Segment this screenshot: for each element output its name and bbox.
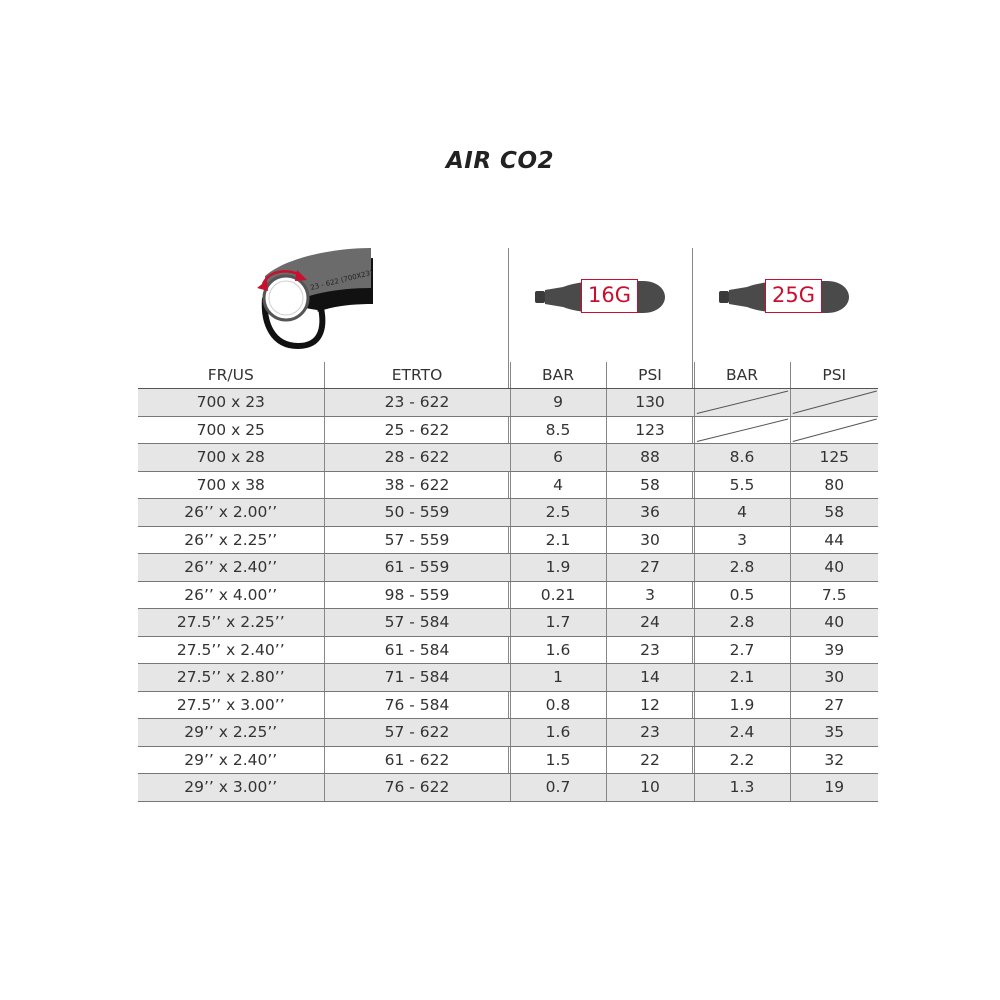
- canister-label-25g: 25G: [765, 279, 822, 313]
- cell-etrto: 38 - 622: [324, 471, 510, 499]
- table-row: [138, 389, 878, 417]
- cell-psi-16g: 12: [606, 691, 694, 719]
- cell-psi-25g: 30: [790, 664, 878, 692]
- cell-bar-25g-not-applicable: [694, 389, 790, 417]
- cell-psi-25g: 58: [790, 499, 878, 527]
- canister-label-16g: 16G: [581, 279, 638, 313]
- cell-etrto: 76 - 622: [324, 774, 510, 802]
- cell-bar-16g: 1.5: [510, 746, 606, 774]
- cell-psi-16g: 30: [606, 526, 694, 554]
- table-row: [138, 499, 878, 527]
- table-row: [138, 609, 878, 637]
- cell-etrto: 76 - 584: [324, 691, 510, 719]
- cell-etrto: 71 - 584: [324, 664, 510, 692]
- cell-fr-us: 29’’ x 3.00’’: [138, 774, 324, 802]
- cell-psi-25g: 80: [790, 471, 878, 499]
- cell-fr-us: 700 x 23: [138, 389, 324, 417]
- co2-canister-25g-icon: [717, 277, 852, 317]
- cell-bar-25g: 2.8: [694, 554, 790, 582]
- header-fr-us: FR/US: [138, 362, 324, 389]
- cell-psi-16g: 58: [606, 471, 694, 499]
- table-row: [138, 471, 878, 499]
- cell-bar-25g: 2.1: [694, 664, 790, 692]
- cell-bar-25g-not-applicable: [694, 416, 790, 444]
- cell-etrto: 57 - 622: [324, 719, 510, 747]
- cell-psi-25g: 44: [790, 526, 878, 554]
- cell-fr-us: 700 x 25: [138, 416, 324, 444]
- cell-bar-16g: 1.9: [510, 554, 606, 582]
- cell-psi-16g: 130: [606, 389, 694, 417]
- cell-fr-us: 29’’ x 2.25’’: [138, 719, 324, 747]
- cell-bar-25g: 8.6: [694, 444, 790, 472]
- table-row: [138, 691, 878, 719]
- cell-bar-25g: 2.7: [694, 636, 790, 664]
- cell-etrto: 57 - 584: [324, 609, 510, 637]
- table-row: [138, 746, 878, 774]
- cell-etrto: 50 - 559: [324, 499, 510, 527]
- cell-bar-25g: 4: [694, 499, 790, 527]
- table-row: [138, 554, 878, 582]
- cell-psi-25g-not-applicable: [790, 416, 878, 444]
- cell-psi-16g: 24: [606, 609, 694, 637]
- table-row: [138, 444, 878, 472]
- cell-psi-16g: 123: [606, 416, 694, 444]
- table-header-row: [138, 362, 878, 389]
- cell-psi-16g: 36: [606, 499, 694, 527]
- cell-psi-16g: 14: [606, 664, 694, 692]
- cell-fr-us: 26’’ x 2.40’’: [138, 554, 324, 582]
- cell-psi-16g: 10: [606, 774, 694, 802]
- co2-canister-16g-icon: [533, 277, 668, 317]
- cell-bar-25g: 3: [694, 526, 790, 554]
- cell-etrto: 25 - 622: [324, 416, 510, 444]
- cell-psi-16g: 88: [606, 444, 694, 472]
- cell-fr-us: 700 x 38: [138, 471, 324, 499]
- cell-bar-16g: 0.7: [510, 774, 606, 802]
- header-bar-16g: BAR: [510, 362, 606, 389]
- cell-bar-16g: 1.6: [510, 636, 606, 664]
- tire-size-label: 23 - 622 (700X23): [309, 268, 374, 292]
- tire-cross-section-icon: [243, 246, 378, 356]
- table-row: [138, 719, 878, 747]
- table-row: [138, 664, 878, 692]
- cell-fr-us: 26’’ x 4.00’’: [138, 581, 324, 609]
- table-body: [138, 389, 878, 802]
- cell-psi-25g: 27: [790, 691, 878, 719]
- cell-psi-25g: 32: [790, 746, 878, 774]
- cell-etrto: 61 - 622: [324, 746, 510, 774]
- cell-bar-16g: 6: [510, 444, 606, 472]
- cell-bar-25g: 0.5: [694, 581, 790, 609]
- cell-bar-16g: 8.5: [510, 416, 606, 444]
- cell-bar-16g: 0.8: [510, 691, 606, 719]
- header-etrto: ETRTO: [324, 362, 510, 389]
- cell-etrto: 57 - 559: [324, 526, 510, 554]
- cell-psi-16g: 27: [606, 554, 694, 582]
- cell-fr-us: 27.5’’ x 2.25’’: [138, 609, 324, 637]
- cell-fr-us: 29’’ x 2.40’’: [138, 746, 324, 774]
- table-row: [138, 416, 878, 444]
- cell-bar-25g: 1.9: [694, 691, 790, 719]
- cell-bar-16g: 1.6: [510, 719, 606, 747]
- table-row: [138, 581, 878, 609]
- header-bar-25g: BAR: [694, 362, 790, 389]
- cell-psi-16g: 23: [606, 719, 694, 747]
- cell-etrto: 61 - 584: [324, 636, 510, 664]
- cell-bar-16g: 1: [510, 664, 606, 692]
- cell-fr-us: 26’’ x 2.25’’: [138, 526, 324, 554]
- cell-bar-16g: 9: [510, 389, 606, 417]
- cell-etrto: 98 - 559: [324, 581, 510, 609]
- cell-psi-16g: 23: [606, 636, 694, 664]
- cell-psi-25g: 35: [790, 719, 878, 747]
- cell-bar-25g: 2.8: [694, 609, 790, 637]
- cell-psi-25g-not-applicable: [790, 389, 878, 417]
- cell-bar-16g: 2.1: [510, 526, 606, 554]
- cell-psi-16g: 22: [606, 746, 694, 774]
- cell-psi-25g: 19: [790, 774, 878, 802]
- cell-fr-us: 27.5’’ x 2.40’’: [138, 636, 324, 664]
- table-row: [138, 774, 878, 802]
- cell-bar-25g: 2.2: [694, 746, 790, 774]
- cell-psi-25g: 40: [790, 609, 878, 637]
- cell-bar-25g: 1.3: [694, 774, 790, 802]
- cell-bar-25g: 2.4: [694, 719, 790, 747]
- cell-psi-25g: 7.5: [790, 581, 878, 609]
- cell-psi-25g: 40: [790, 554, 878, 582]
- table-row: [138, 526, 878, 554]
- cell-fr-us: 27.5’’ x 2.80’’: [138, 664, 324, 692]
- cell-bar-16g: 4: [510, 471, 606, 499]
- cell-fr-us: 26’’ x 2.00’’: [138, 499, 324, 527]
- cell-psi-16g: 3: [606, 581, 694, 609]
- cell-psi-25g: 125: [790, 444, 878, 472]
- cell-etrto: 61 - 559: [324, 554, 510, 582]
- cell-bar-16g: 1.7: [510, 609, 606, 637]
- page-title: AIR CO2: [445, 148, 554, 174]
- cell-fr-us: 27.5’’ x 3.00’’: [138, 691, 324, 719]
- cell-bar-16g: 2.5: [510, 499, 606, 527]
- table-row: [138, 636, 878, 664]
- pressure-table: [138, 362, 878, 802]
- cell-etrto: 23 - 622: [324, 389, 510, 417]
- header-psi-25g: PSI: [790, 362, 878, 389]
- header-psi-16g: PSI: [606, 362, 694, 389]
- cell-bar-25g: 5.5: [694, 471, 790, 499]
- cell-bar-16g: 0.21: [510, 581, 606, 609]
- cell-fr-us: 700 x 28: [138, 444, 324, 472]
- cell-psi-25g: 39: [790, 636, 878, 664]
- cell-etrto: 28 - 622: [324, 444, 510, 472]
